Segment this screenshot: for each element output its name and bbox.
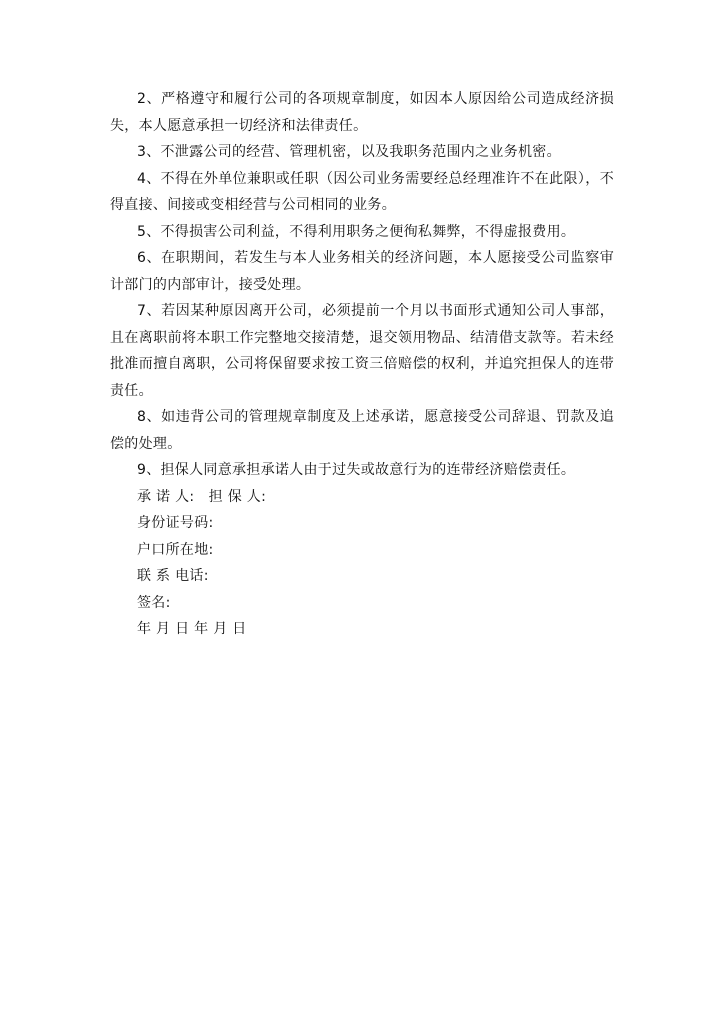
residence-field: 户口所在地:: [137, 541, 214, 558]
clause-7: 7、若因某种原因离开公司，必须提前一个月以书面形式通知公司人事部，且在离职前将本职工作完整地交接清楚，退交领用物品、结清借支款等。若未经批准而擅自离职，公司将保留要求按工资三倍赔偿的权利，并追究担保人的连带责任。: [110, 303, 614, 399]
clause-3: 3、不泄露公司的经营、管理机密，以及我职务范围内之业务机密。: [137, 144, 561, 160]
date-line: 年 月 日 年 月 日: [137, 621, 247, 637]
clause-8: 8、如违背公司的管理规章制度及上述承诺，愿意接受公司辞退、罚款及追偿的处理。: [110, 409, 614, 452]
document-body: [110, 86, 614, 643]
clause-9: 9、担保人同意承担承诺人由于过失或故意行为的连带经济赔偿责任。: [137, 462, 576, 478]
clause-5: 5、不得损害公司利益，不得利用职务之便徇私舞弊，不得虚报费用。: [137, 223, 576, 240]
phone-field: 联 系 电话:: [137, 568, 209, 584]
id-number-field: 身份证号码:: [137, 515, 214, 531]
clause-2: 2、严格遵守和履行公司的各项规章制度，如因本人原因给公司造成经济损失，本人愿意承担一切经济和法律责任。: [110, 91, 614, 134]
signature-field: 签名:: [137, 594, 171, 611]
clause-4: 4、不得在外单位兼职或任职（因公司业务需要经总经理准许不在此限），不得直接、间接或变相经营与公司相同的业务。: [110, 170, 614, 213]
parties-line: 承 诺 人: 担 保 人:: [137, 488, 267, 505]
clause-6: 6、在职期间，若发生与本人业务相关的经济问题，本人愿接受公司监察审计部门的内部审计，接受处理。: [110, 250, 614, 293]
